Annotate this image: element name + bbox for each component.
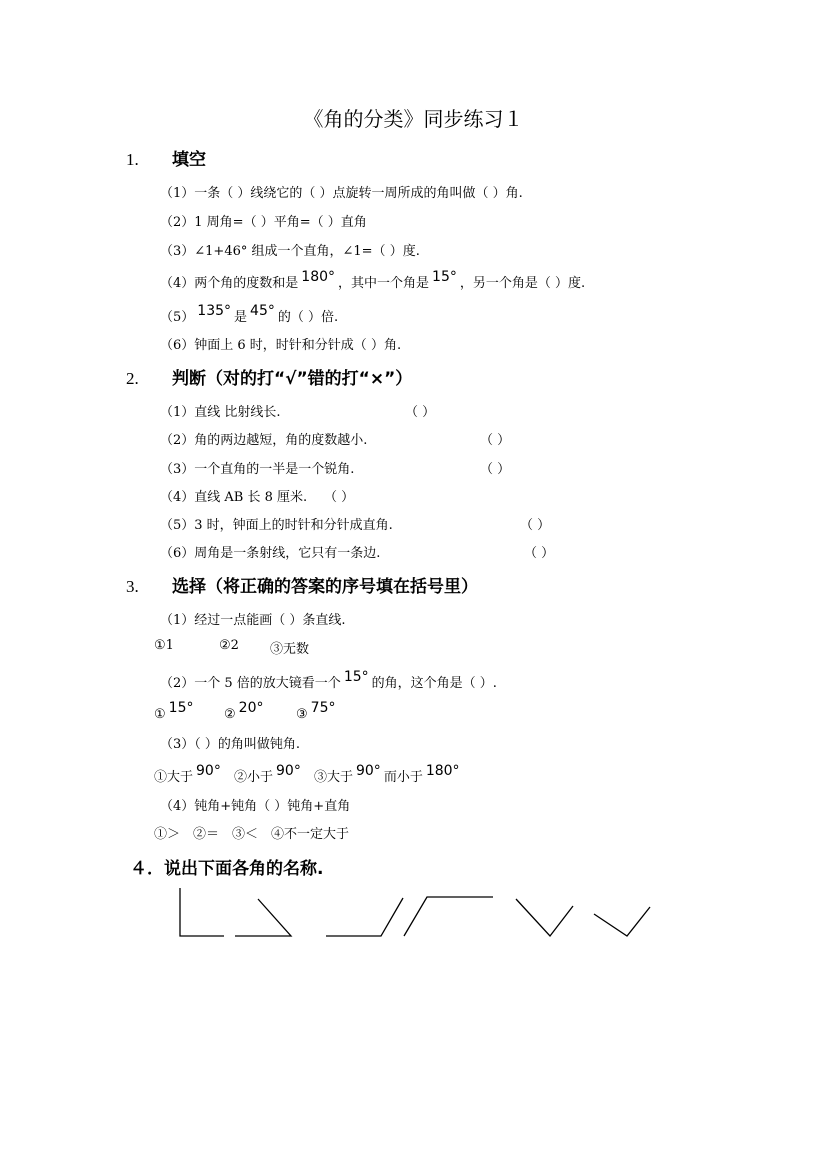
judge-item: （2）角的两边越短，角的度数越小. <box>160 433 368 448</box>
answer-paren: （ ） <box>520 518 551 533</box>
judge-item: （1）直线 比射线长. <box>160 405 281 420</box>
section-title: 判断（对的打“√”错的打“×”） <box>172 369 413 389</box>
degree-value: 15° <box>343 669 369 685</box>
fill-q5-part1: （5） <box>160 310 195 325</box>
fill-q1: （1）一条（ ）线绕它的（ ）点旋转一周所成的角叫做（ ）角. <box>160 186 523 201</box>
answer-paren: （ ） <box>524 546 555 561</box>
option: ③大于 <box>313 770 353 785</box>
choice-q3: （3）（ ）的角叫做钝角. <box>160 737 301 752</box>
answer-paren: （ ） <box>480 433 511 448</box>
degree-value: 135° <box>197 303 232 319</box>
option-connector: 而小于 <box>383 770 423 785</box>
acute-angle-figure <box>235 899 291 936</box>
degree-value: 90° <box>355 763 381 779</box>
option-mark: ① <box>154 707 166 722</box>
section-number: ４． <box>130 859 164 879</box>
choice-q2-part1: （2）一个 5 倍的放大镜看一个 <box>160 676 341 691</box>
judge-item: （4）直线 AB 长 8 厘米. <box>160 490 308 505</box>
page-title: 《角的分类》同步练习１ <box>303 107 524 131</box>
fill-q5-part2: 是 <box>234 310 248 325</box>
answer-paren: （ ） <box>405 405 436 420</box>
obtuse-angle-figure-3 <box>516 899 573 936</box>
option: ①1 <box>154 638 174 653</box>
judge-item: （3）一个直角的一半是一个锐角. <box>160 462 355 477</box>
judge-item: （6）周角是一条射线，它只有一条边. <box>160 546 381 561</box>
degree-value: 15° <box>168 700 194 716</box>
section-number: 1. <box>126 150 139 169</box>
judge-item: （5）3 时，钟面上的时针和分针成直角. <box>160 518 393 533</box>
degree-value: 20° <box>238 700 264 716</box>
fill-q3: （3）∠1+46° 组成一个直角，∠1=（ ）度. <box>160 244 420 259</box>
section-title: 选择（将正确的答案的序号填在括号里） <box>172 577 478 597</box>
fill-q4-part1: （4）两个角的度数和是 <box>160 276 299 291</box>
acute-angle-figure-2 <box>594 907 650 936</box>
fill-q5-part3: 的（ ）倍. <box>277 310 339 325</box>
obtuse-angle-figure-1 <box>326 898 403 936</box>
choice-q4-options: ①＞ ②＝ ③＜ ④不一定大于 <box>154 827 350 842</box>
option-mark: ③ <box>296 707 308 722</box>
degree-value: 90° <box>276 763 301 779</box>
option: ②小于 <box>233 770 273 785</box>
choice-q1: （1）经过一点能画（ ）条直线. <box>160 613 346 628</box>
choice-q4: （4）钝角+钝角（ ）钝角+直角 <box>160 799 351 814</box>
option: ③无数 <box>270 642 310 657</box>
option: ①大于 <box>154 770 194 785</box>
choice-q2-part2: 的角，这个角是（ ）. <box>371 676 497 691</box>
degree-value: 75° <box>310 700 336 716</box>
fill-q2: （2）1 周角=（ ）平角=（ ）直角 <box>160 215 367 230</box>
option-mark: ② <box>224 707 236 722</box>
obtuse-angle-figure-2 <box>404 897 493 936</box>
degree-value: 90° <box>196 763 221 779</box>
right-angle-figure <box>180 888 224 936</box>
section-number: 3. <box>126 577 139 596</box>
fill-q4-part3: ，另一个角是（ ）度. <box>459 276 586 291</box>
answer-paren: （ ） <box>480 462 511 477</box>
section-number: 2. <box>126 369 139 388</box>
degree-value: 45° <box>250 303 275 319</box>
fill-q6: （6）钟面上 6 时，时针和分针成（ ）角. <box>160 338 402 353</box>
answer-paren: （ ） <box>324 490 355 505</box>
option: ②2 <box>219 638 239 653</box>
degree-value: 180° <box>425 763 460 779</box>
fill-q4-part2: ，其中一个角是 <box>338 276 430 291</box>
degree-value: 180° <box>301 269 336 285</box>
degree-value: 15° <box>432 269 457 285</box>
section-title: 填空 <box>172 150 206 170</box>
section-title: 说出下面各角的名称. <box>164 859 324 879</box>
